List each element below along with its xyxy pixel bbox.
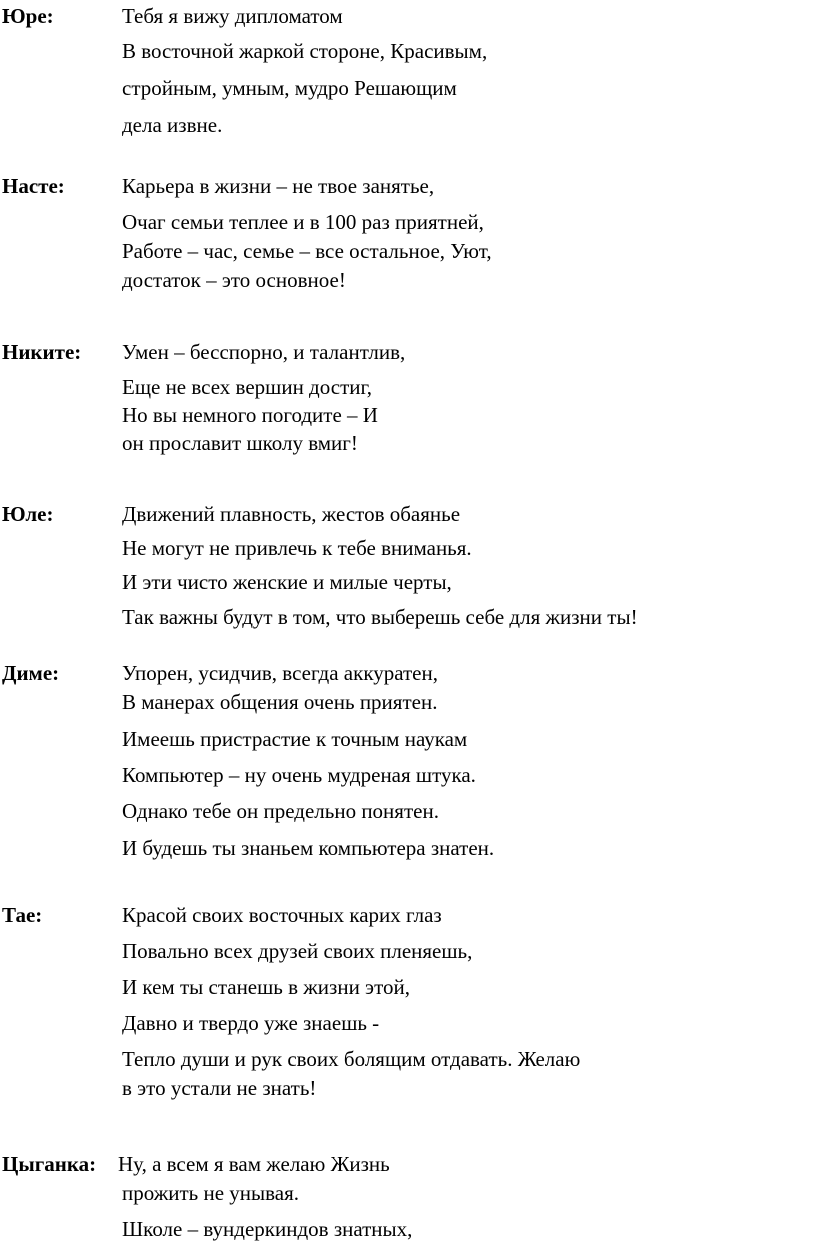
verse-line: И эти чисто женские и милые черты, bbox=[122, 570, 452, 594]
speaker-label: Диме: bbox=[2, 661, 60, 685]
verse-line: Ну, а всем я вам желаю Жизнь bbox=[118, 1152, 390, 1176]
verse-line: И будешь ты знаньем компьютера знатен. bbox=[122, 836, 495, 860]
verse-line: Работе – час, семье – все остальное, Уют, bbox=[122, 239, 492, 263]
verse-line: Но вы немного погодите – И bbox=[122, 403, 378, 427]
verse-line: стройным, умным, мудро Решающим bbox=[122, 76, 457, 100]
verse-line: Компьютер – ну очень мудреная штука. bbox=[122, 763, 476, 787]
speaker-label: Цыганка: bbox=[2, 1152, 97, 1176]
speaker-label: Тае: bbox=[2, 903, 43, 927]
verse-line: Школе – вундеркиндов знатных, bbox=[122, 1217, 413, 1241]
verse-line: Очаг семьи теплее и в 100 раз приятней, bbox=[122, 210, 484, 234]
verse-line: Тебя я вижу дипломатом bbox=[122, 4, 343, 28]
verse-line: Так важны будут в том, что выберешь себе для жизни ты! bbox=[122, 605, 638, 629]
verse-line: Тепло души и рук своих болящим отдавать. Желаю bbox=[122, 1047, 581, 1071]
verse-line: Умен – бесспорно, и талантлив, bbox=[122, 340, 406, 364]
verse-line: Однако тебе он предельно понятен. bbox=[122, 799, 439, 823]
verse-line: В манерах общения очень приятен. bbox=[122, 690, 438, 714]
verse-line: Красой своих восточных карих глаз bbox=[122, 903, 442, 927]
verse-line: Давно и твердо уже знаешь - bbox=[122, 1011, 380, 1035]
verse-line: Движений плавность, жестов обаянье bbox=[122, 502, 461, 526]
verse-line: И кем ты станешь в жизни этой, bbox=[122, 975, 410, 999]
verse-line: прожить не унывая. bbox=[122, 1181, 299, 1205]
verse-line: Еще не всех вершин достиг, bbox=[122, 375, 372, 399]
verse-line: достаток – это основное! bbox=[122, 268, 346, 292]
speaker-label: Насте: bbox=[2, 174, 65, 198]
verse-line: дела извне. bbox=[122, 113, 223, 137]
verse-line: в это устали не знать! bbox=[122, 1076, 317, 1100]
speaker-label: Юре: bbox=[2, 4, 54, 28]
speaker-label: Никите: bbox=[2, 340, 82, 364]
speaker-label: Юле: bbox=[2, 502, 54, 526]
verse-line: Имеешь пристрастие к точным наукам bbox=[122, 727, 468, 751]
verse-line: он прославит школу вмиг! bbox=[122, 431, 358, 455]
verse-line: В восточной жаркой стороне, Красивым, bbox=[122, 39, 488, 63]
verse-line: Карьера в жизни – не твое занятье, bbox=[122, 174, 435, 198]
verse-line: Упорен, усидчив, всегда аккуратен, bbox=[122, 661, 438, 685]
verse-line: Не могут не привлечь к тебе вниманья. bbox=[122, 536, 472, 560]
verse-line: Повально всех друзей своих пленяешь, bbox=[122, 939, 473, 963]
